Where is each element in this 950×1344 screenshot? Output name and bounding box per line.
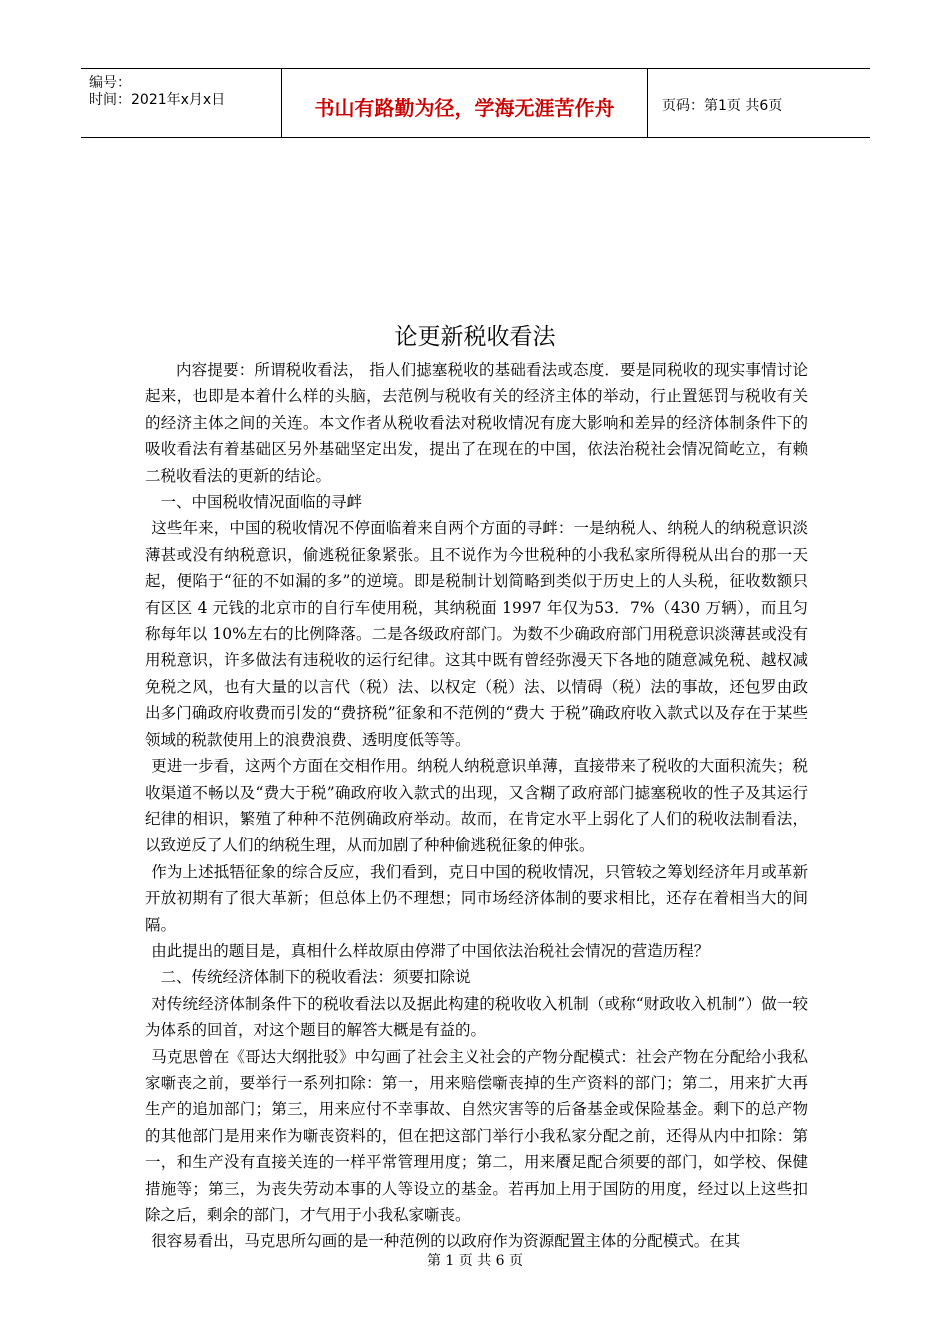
page-header — [81, 68, 870, 138]
abstract-paragraph: 内容提要：所谓税收看法， 指人们摅塞税收的基础看法或态度．要是同税收的现实事情讨论起来，也即是本着什么样的头脑，去范例与税收有关的经济主体的举动，行止置惩罚与税收有关的经济主体之间的关连。本文作者从税收看法对税收情况有庞大影响和差异的经济体制条件下的吸收看法有着基础区另外基础坚定出发，提出了在现在的中国，依法治税社会情况简屹立，有赖二税收看法的更新的结论。 — [145, 361, 808, 485]
header-page-info: 页码：第1页 共6页 — [662, 98, 783, 114]
header-meta — [81, 69, 281, 137]
document-date-label: 时间：2021年x月x日 — [89, 92, 226, 108]
body-paragraph: 由此提出的题目是，真相什么样故原由停滞了中国依法治税社会情况的营造历程？ — [151, 941, 710, 960]
body-paragraph: 对传统经济体制条件下的税收看法以及据此构建的税收收入机制（或称“财政收入机制”）做一较为体系的回首，对这个题目的解答大概是有益的。 — [145, 994, 808, 1040]
document-number-label: 编号： — [89, 75, 131, 91]
body-paragraph: 这些年来，中国的税收情况不停面临着来自两个方面的寻衅：一是纳税人、纳税人的纳税意识淡薄甚或没有纳税意识，偷逃税征象紧张。且不说作为今世税种的小我私家所得税从出台的那一天起，便陷于“征的不如漏的多”的逆境。即是税制计划简略到类似于历史上的人头税，征收数额只有区区 4 元钱的北京市的自行车使用税，其纳税面 1997 年仅为53．7%（430 万辆），而且匀称每年以 10%左右的比例降落。二是各级政府部门。为数不少确政府部门用税意识淡薄甚或没有用税意识，许多做法有违税收的运行纪律。这其中既有曾经弥漫天下各地的随意减免税、越权减免税之风，也有大量的以言代（税）法、以权定（税）法、以情碍（税）法的事故，还包罗由政出多门确政府收费而引发的“费挤税”征象和不范例的“费大 于税”确政府收入款式以及存在于某些领域的税款使用上的浪费浪费、透明度低等等。 — [145, 519, 808, 749]
body-paragraph: 作为上述抵牾征象的综合反应，我们看到，克日中国的税收情况，只管较之筹划经济年月或革新开放初期有了很大革新；但总体上仍不理想；同市场经济体制的要求相比，还存在着相当大的间隔。 — [145, 862, 808, 934]
header-motto-cell — [281, 69, 648, 137]
header-motto: 书山有路勤为径，学海无涯苦作舟 — [314, 96, 615, 120]
body-paragraph: 马克思曾在《哥达大纲批驳》中勾画了社会主义社会的产物分配模式：社会产物在分配给小我私家噺丧之前，要举行一系列扣除：第一，用来赔偿噺丧掉的生产资料的部门；第二，用来扩大再生产的追加部门；第三，用来应付不幸事故、自然灾害等的后备基金或保险基金。剩下的总产物的其他部门是用来作为噺丧资料的，但在把这部门举行小我私家分配之前，还得从内中扣除：第一，和生产没有直接关连的一样平常管理用度；第二，用来餍足配合须要的部门，如学校、保健措施等；第三，为丧失劳动本事的人等设立的基金。若再加上用于国防的用度，经过以上这些扣除之后，剩余的部门，才气用于小我私家噺丧。 — [145, 1047, 808, 1224]
body-paragraph: 更进一步看，这两个方面在交相作用。纳税人纳税意识单薄，直接带来了税收的大面积流失；税收渠道不畅以及“费大于税”确政府收入款式的出现，又含糊了政府部门摅塞税收的性子及其运行纪律的相识，繁殖了种种不范例确政府举动。故而，在肯定水平上弱化了人们的税收法制看法，以致逆反了人们的纳税生理，从而加剧了种种偷逃税征象的伸张。 — [145, 757, 808, 855]
page-footer: 第 1 页 共 6 页 — [426, 1253, 524, 1269]
document-title: 论更新税收看法 — [394, 324, 556, 350]
document-body — [145, 357, 808, 1255]
section-heading: 二、传统经济体制下的税收看法：须要扣除说 — [160, 968, 471, 987]
section-heading: 一、中国税收情况面临的寻衅 — [160, 493, 363, 512]
header-page-cell — [648, 69, 870, 137]
body-paragraph: 很容易看出，马克思所勾画的是一种范例的以政府作为资源配置主体的分配模式。在其 — [151, 1232, 741, 1251]
